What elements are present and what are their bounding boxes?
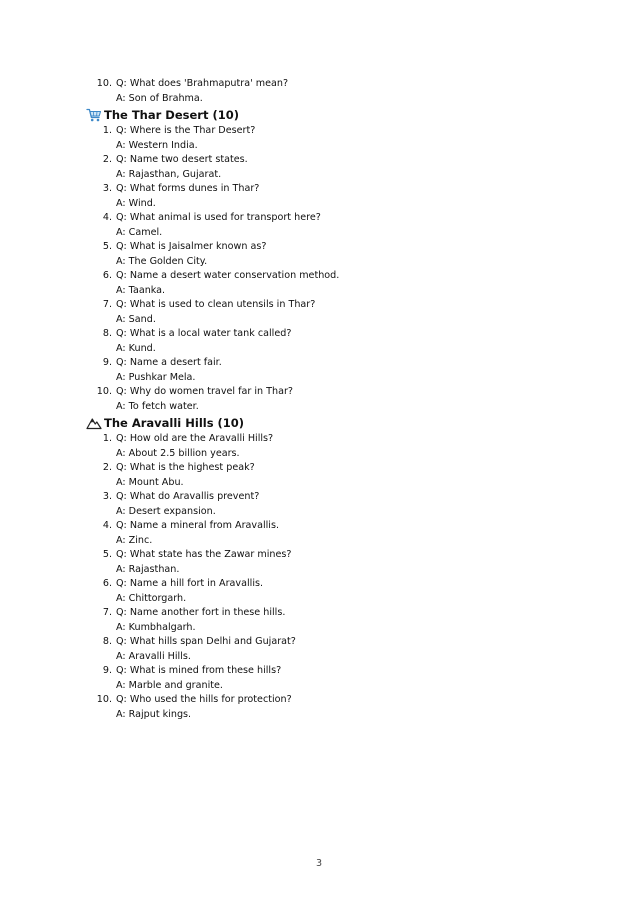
qa-number: 3.: [102, 183, 112, 194]
qa-question: Q: What hills span Delhi and Gujarat?: [116, 636, 296, 647]
qa-question: Q: Name another fort in these hills.: [116, 607, 286, 618]
qa-question: Q: What is Jaisalmer known as?: [116, 241, 267, 252]
qa-number: 9.: [102, 665, 112, 676]
qa-question: Q: What is mined from these hills?: [116, 665, 282, 676]
qa-number: 8.: [102, 328, 112, 339]
qa-answer: A: Chittorgarh.: [116, 592, 187, 604]
aravalli-qa-list: [86, 432, 566, 722]
qa-question: Q: What forms dunes in Thar?: [116, 183, 260, 194]
aravalli-section-title: The Aravalli Hills (10): [104, 416, 245, 430]
qa-answer: A: Sand.: [116, 313, 156, 325]
qa-item: [86, 124, 566, 153]
qa-question: Q: Why do women travel far in Thar?: [116, 386, 294, 397]
thar-section-heading: [86, 106, 566, 124]
qa-question: Q: Where is the Thar Desert?: [116, 125, 256, 136]
qa-answer: A: To fetch water.: [116, 400, 199, 412]
thar-qa-list: [86, 124, 566, 414]
qa-item: [86, 577, 566, 606]
shopping-cart-icon: [86, 107, 102, 123]
qa-item: [86, 385, 566, 414]
qa-answer: A: Desert expansion.: [116, 505, 216, 517]
qa-item: [86, 77, 566, 106]
qa-question: Q: Who used the hills for protection?: [116, 694, 292, 705]
qa-item: [86, 432, 566, 461]
qa-question: Q: What do Aravallis prevent?: [116, 491, 260, 502]
qa-question: Q: Name two desert states.: [116, 154, 248, 165]
qa-question: Q: Name a desert fair.: [116, 357, 222, 368]
qa-question: Q: Name a mineral from Aravallis.: [116, 520, 280, 531]
qa-question: Q: What animal is used for transport here?: [116, 212, 321, 223]
qa-item: [86, 693, 566, 722]
qa-item: [86, 327, 566, 356]
qa-item: [86, 211, 566, 240]
qa-item: [86, 490, 566, 519]
qa-item: [86, 298, 566, 327]
qa-question: Q: Name a hill fort in Aravallis.: [116, 578, 264, 589]
qa-answer: A: Taanka.: [116, 284, 166, 296]
qa-answer: A: Camel.: [116, 226, 163, 238]
qa-answer: A: Mount Abu.: [116, 476, 184, 488]
qa-item: [86, 548, 566, 577]
qa-number: 1.: [102, 433, 112, 444]
qa-answer: A: Zinc.: [116, 534, 153, 546]
qa-answer: A: Marble and granite.: [116, 679, 223, 691]
intro-qa-list: [86, 77, 566, 106]
qa-number: 10.: [96, 78, 112, 89]
qa-answer: A: Kumbhalgarh.: [116, 621, 196, 633]
qa-answer: A: Rajput kings.: [116, 708, 192, 720]
qa-answer: A: The Golden City.: [116, 255, 208, 267]
qa-question: Q: What is used to clean utensils in Thar?: [116, 299, 316, 310]
qa-answer: A: Aravalli Hills.: [116, 650, 191, 662]
qa-item: [86, 153, 566, 182]
qa-number: 6.: [102, 578, 112, 589]
qa-number: 4.: [102, 212, 112, 223]
qa-number: 7.: [102, 299, 112, 310]
aravalli-section-heading: [86, 414, 566, 432]
qa-number: 2.: [102, 462, 112, 473]
page-content: [86, 77, 566, 722]
qa-number: 8.: [102, 636, 112, 647]
qa-question: Q: What is a local water tank called?: [116, 328, 292, 339]
qa-question: Q: What does 'Brahmaputra' mean?: [116, 78, 289, 89]
qa-item: [86, 461, 566, 490]
qa-number: 5.: [102, 241, 112, 252]
qa-question: Q: Name a desert water conservation method.: [116, 270, 340, 281]
qa-answer: A: Son of Brahma.: [116, 92, 203, 104]
qa-number: 10.: [96, 386, 112, 397]
qa-number: 3.: [102, 491, 112, 502]
qa-answer: A: Wind.: [116, 197, 156, 209]
qa-item: [86, 356, 566, 385]
qa-question: Q: What state has the Zawar mines?: [116, 549, 292, 560]
qa-number: 1.: [102, 125, 112, 136]
qa-item: [86, 182, 566, 211]
qa-question: Q: What is the highest peak?: [116, 462, 255, 473]
qa-answer: A: Kund.: [116, 342, 156, 354]
qa-item: [86, 240, 566, 269]
qa-number: 9.: [102, 357, 112, 368]
qa-item: [86, 606, 566, 635]
qa-number: 6.: [102, 270, 112, 281]
page-number: 3: [315, 858, 323, 869]
qa-number: 4.: [102, 520, 112, 531]
thar-section-title: The Thar Desert (10): [104, 108, 239, 122]
qa-number: 10.: [96, 694, 112, 705]
qa-question: Q: How old are the Aravalli Hills?: [116, 433, 274, 444]
qa-answer: A: Pushkar Mela.: [116, 371, 196, 383]
qa-item: [86, 269, 566, 298]
qa-item: [86, 635, 566, 664]
qa-answer: A: About 2.5 billion years.: [116, 447, 240, 459]
qa-number: 2.: [102, 154, 112, 165]
qa-number: 5.: [102, 549, 112, 560]
qa-item: [86, 519, 566, 548]
qa-number: 7.: [102, 607, 112, 618]
qa-item: [86, 664, 566, 693]
qa-answer: A: Rajasthan.: [116, 563, 180, 575]
qa-answer: A: Western India.: [116, 139, 198, 151]
mountain-icon: [86, 415, 102, 431]
qa-answer: A: Rajasthan, Gujarat.: [116, 168, 222, 180]
